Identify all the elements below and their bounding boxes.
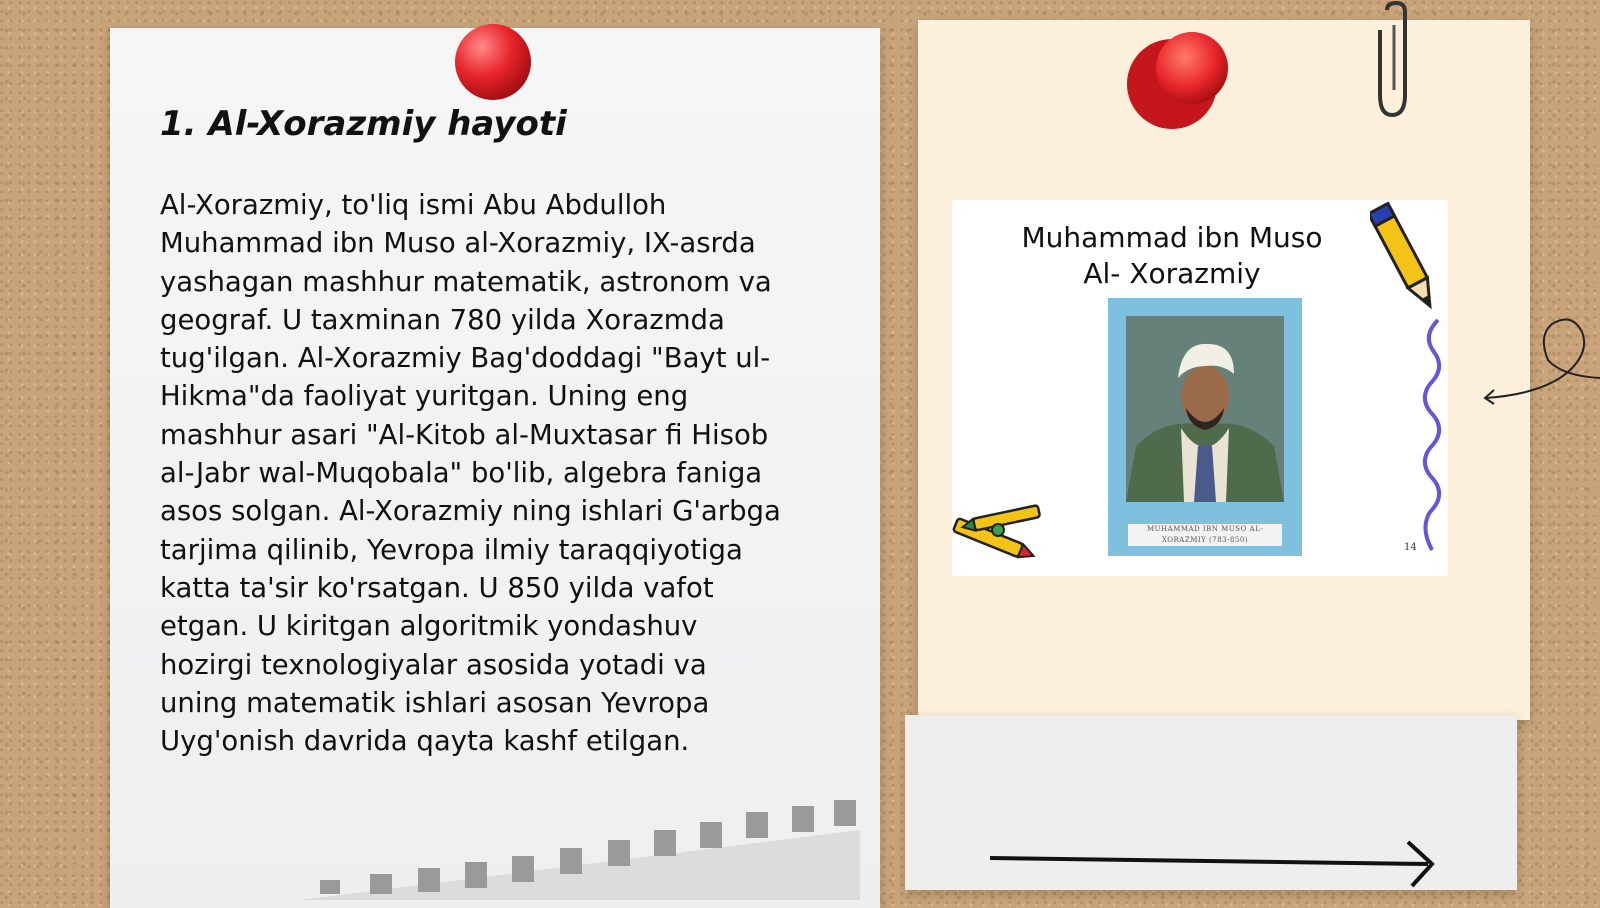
- push-pin-icon: [452, 22, 534, 104]
- portrait-card: [952, 200, 1448, 576]
- page-number: 14: [1404, 542, 1417, 553]
- portrait-title: Muhammad ibn Muso Al- Xorazmiy: [1021, 221, 1323, 290]
- portrait-image: [1126, 316, 1284, 502]
- right-paper-lower: [905, 715, 1517, 890]
- portrait-frame: [1108, 298, 1302, 556]
- slide-title: 1. Al-Xorazmiy hayoti: [160, 104, 567, 144]
- portrait-caption: MUHAMMAD IBN MUSO AL-XORAZMIY (783-850): [1128, 524, 1282, 546]
- push-pin-icon: [1124, 32, 1236, 132]
- biography-paragraph: Al-Xorazmiy, to'liq ismi Abu Abdulloh Muhammad ibn Muso al-Xorazmiy, IX-asrda yashagan mashhur matematik, astronom va geograf. U taxminan 780 yilda Xorazmda tug'ilgan. Al-Xorazmiy Bag'doddagi "Bayt ul- Hikma"da faoliyat yuritgan. Uning eng mashhur asari "Al-Kitob al-Muxtasar fi Hisob al-Jabr wal-Muqobala" bo'lib, algebra faniga asos solgan. Al-Xorazmiy ning ishlari G'arbga tarjima qilinib, Yevropa ilmiy taraqqiyotiga katta ta'sir ko'rsatgan. U 850 yilda vafot etgan. U kiritgan algoritmik yondashuv hozirgi texnologiyalar asosida yotadi va uning matematik ishlari asosan Yevropa Uyg'onish davrida qayta kashf etilgan.: [160, 189, 781, 758]
